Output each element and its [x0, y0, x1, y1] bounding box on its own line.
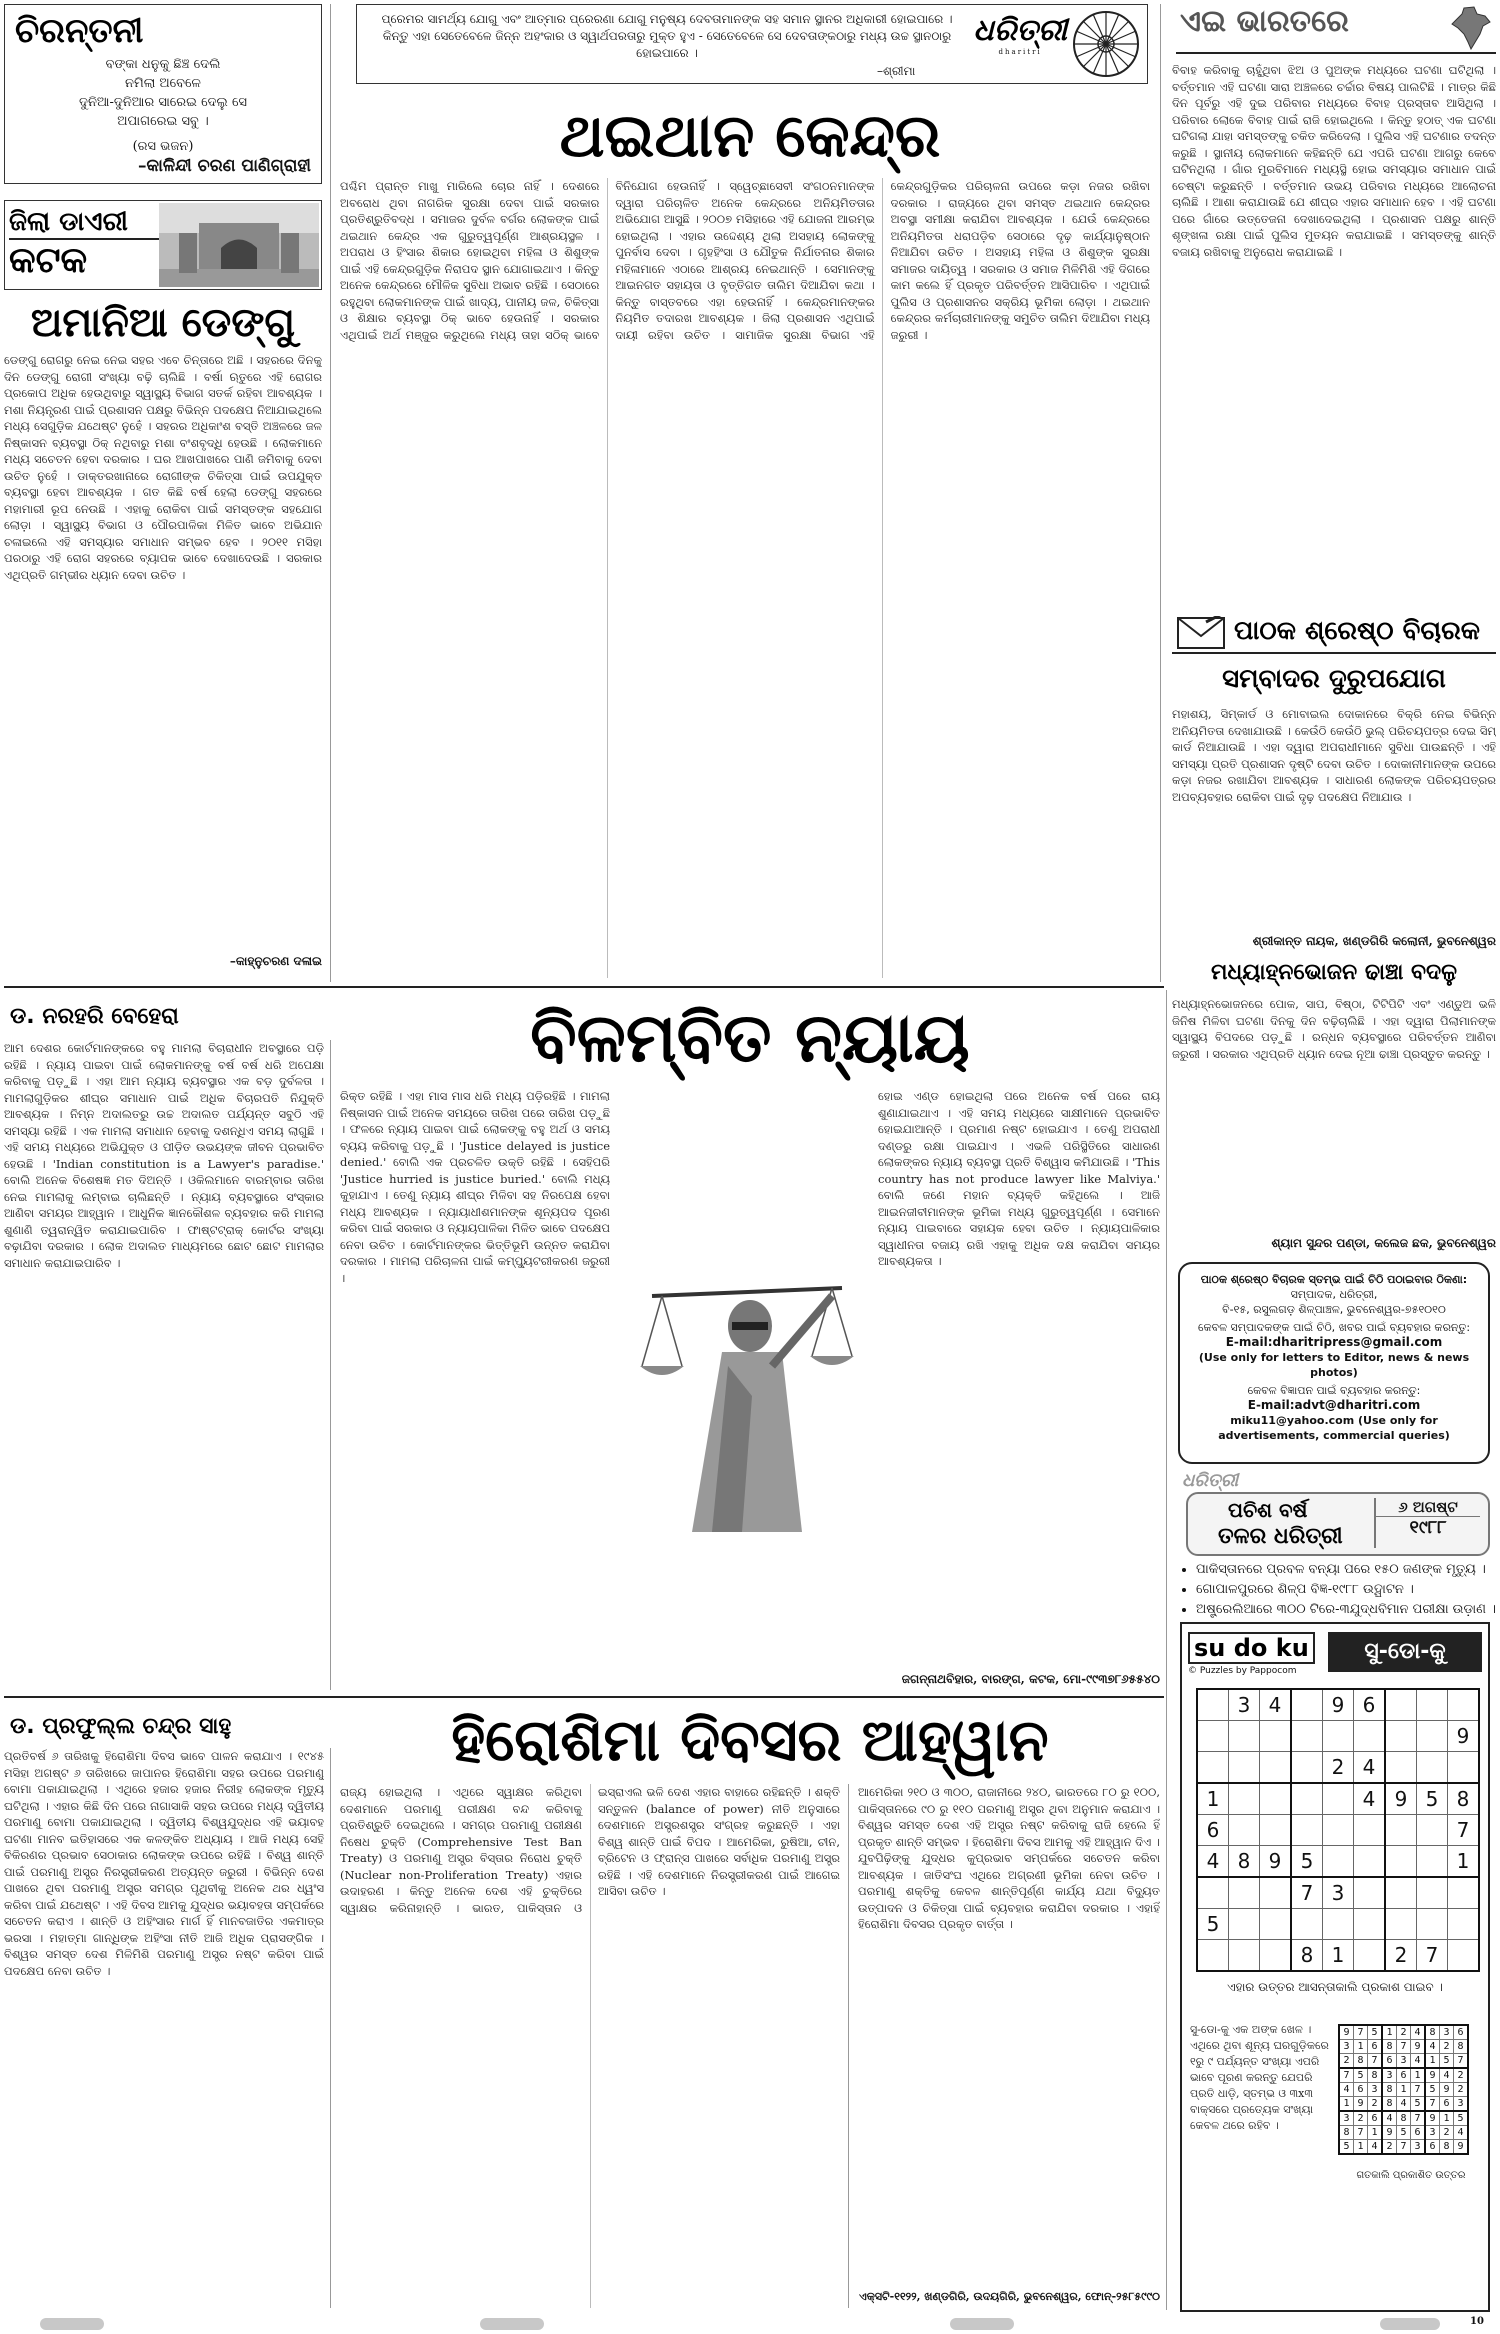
sudoku-cell [1229, 1909, 1260, 1940]
sudoku-cell [1323, 1846, 1354, 1878]
sudoku-solution-row [1339, 2025, 1468, 2040]
sudoku-solution-cell: 2 [1454, 2083, 1469, 2097]
sudoku-solution-cell: 7 [1368, 2054, 1383, 2069]
footer-bar [480, 2318, 544, 2330]
chakra-icon [1071, 9, 1141, 79]
logo [973, 13, 1067, 56]
sudoku-cell: 8 [1291, 1940, 1323, 1972]
poem-author: –କାଳିନ୍ଦୀ ଚରଣ ପାଣିଗ୍ରାହୀ [137, 156, 311, 176]
article-hiroshima-title: ହିରୋଶିମା ଦିବସର ଆହ୍ୱାନ [451, 1706, 1049, 1774]
sudoku-solution-cell: 1 [1440, 2111, 1454, 2126]
contact-org: ସମ୍ପାଦକ, ଧରିତ୍ରୀ, [1290, 1288, 1378, 1301]
sudoku-cell [1197, 1721, 1229, 1752]
letter1-body: ମହାଶୟ, ସିମ୍କାର୍ଡ ଓ ମୋବାଇଲ ଦୋକାନରେ ବିକ୍ରି ନେଇ ବିଭିନ୍ନ ଅନିୟମିତତା ଦେଖାଯାଉଛି । କେଉଁଠି କେଉଁଠି ଭୁଲ୍ ପରିଚୟପତ୍ର ଦେଇ ସିମ୍ କାର୍ଡ ନିଆଯାଉଛି । ଏହା ଦ୍ୱାରା ଅପରାଧୀମାନେ ସୁବିଧା ପାଉଛନ୍ତି । ଏହି ସମସ୍ୟା ପ୍ରତି ପ୍ରଶାସନ ଦୃଷ୍ଟି ଦେବା ଉଚିତ । ଦୋକାନୀମାନଙ୍କ ଉପରେ କଡ଼ା ନଜର ରଖାଯିବା ଆବଶ୍ୟକ । ସାଧାରଣ ଲୋକଙ୍କ ପରିଚୟପତ୍ରର ଅପବ୍ୟବହାର ରୋକିବା ପାଇଁ ଦୃଢ଼ ପଦକ୍ଷେପ ନିଆଯାଉ । [1172, 707, 1496, 804]
archive-text2: ତଳର ଧରିତ୍ରୀ [1218, 1524, 1343, 1549]
sudoku-solution-cell: 1 [1382, 2025, 1397, 2040]
sudoku-solution-row [1339, 2140, 1468, 2155]
archive-text1: ପଚିଶ ବର୍ଷ [1228, 1498, 1308, 1522]
contact-email1-note: (Use only for letters to Editor, news & news photos) [1198, 1351, 1470, 1379]
letter1-title: ସମ୍ବାଦର ଦୁରୁପଯୋଗ [1222, 664, 1446, 694]
sudoku-row [1197, 1877, 1479, 1909]
article-hiroshima-body3: ଆମେରିକା ୨୧୦ ଓ ୩୦୦, ରାଜାନୀରେ ୨୪୦, ଭାରତରେ ୮୦ ରୁ ୧୦୦, ପାକିସ୍ତାନରେ ୯୦ ରୁ ୧୧୦ ପରମାଣୁ ଅସ୍ତ୍ର ଥିବା ଅନୁମାନ କରାଯାଏ । ବିଶ୍ୱର ସମସ୍ତ ଦେଶ ଏହି ଅସ୍ତ୍ର ନଷ୍ଟ କରିବାକୁ ରାଜି ହେଲେ ହିଁ ପ୍ରକୃତ ଶାନ୍ତି ସମ୍ଭବ । ହିରୋଶିମା ଦିବସ ଆମକୁ ଏହି ଆହ୍ୱାନ ଦିଏ । ଯୁବପିଢ଼ିଙ୍କୁ ଯୁଦ୍ଧର କୁପ୍ରଭାବ ସମ୍ପର୍କରେ ସଚେତନ କରିବା ଆବଶ୍ୟକ । ଜାତିସଂଘ ଏଥିରେ ଅଗ୍ରଣୀ ଭୂମିକା ନେବା ଉଚିତ । ପରମାଣୁ ଶକ୍ତିକୁ କେବଳ ଶାନ୍ତିପୂର୍ଣ୍ଣ କାର୍ଯ୍ୟ ଯଥା ବିଦ୍ୟୁତ ଉତ୍ପାଦନ ଓ ଚିକିତ୍ସା ପାଇଁ ବ୍ୟବହାର କରାଯିବା ଦରକାର । ଏହାହିଁ ହିରୋଶିମା ଦିବସର ପ୍ରକୃତ ବାର୍ତ୍ତା । [858, 1785, 1160, 1931]
sudoku-cell [1448, 1752, 1480, 1784]
sudoku-solution-cell: 8 [1382, 2040, 1397, 2054]
sudoku-cell: 1 [1197, 1783, 1229, 1815]
sudoku-solution-cell: 7 [1411, 2111, 1426, 2126]
sudoku-cell [1417, 1752, 1448, 1784]
sudoku-cell [1260, 1877, 1292, 1909]
sudoku-cell [1354, 1940, 1386, 1972]
sudoku-solution-row [1339, 2111, 1468, 2126]
sudoku-solution-cell: 3 [1425, 2126, 1440, 2140]
sudoku-solution-cell: 5 [1454, 2111, 1469, 2126]
sudoku-row [1197, 1689, 1479, 1721]
sudoku-solution-cell: 4 [1425, 2040, 1440, 2054]
archive-list [1176, 1560, 1496, 1620]
sudoku-instructions: ସୁ-ଡୋ-କୁ ଏକ ଅଙ୍କ ଖେଳ । ଏଥିରେ ଥିବା ଶୂନ୍ୟ ଘରଗୁଡ଼ିକରେ ୧ରୁ ୯ ପର୍ଯ୍ୟନ୍ତ ସଂଖ୍ୟା ଏପରି ଭାବେ ପୂରଣ କରନ୍ତୁ ଯେପରି ପ୍ରତି ଧାଡ଼ି, ସ୍ତମ୍ଭ ଓ ୩x୩ ବାକ୍ସରେ ପ୍ରତ୍ୟେକ ସଂଖ୍ୟା କେବଳ ଥରେ ରହିବ । [1190, 2023, 1329, 2132]
sudoku-cell [1323, 1909, 1354, 1940]
sudoku-solution-cell: 5 [1440, 2054, 1454, 2069]
contact-title: ପାଠକ ଶ୍ରେଷ୍ଠ ବିଚାରକ ସ୍ତମ୍ଭ ପାଇଁ ଚିଠି ପଠାଇବାର ଠିକଣା: [1200, 1273, 1468, 1286]
poem-line: ବଙ୍କା ଧନୁକୁ ଛିଞ୍ଚ ଦେଲି [105, 57, 221, 72]
poem-title: ଚିରନ୍ତନୀ [15, 11, 144, 51]
sudoku-solution-cell: 9 [1425, 2111, 1440, 2126]
letter2-signature: ଶ୍ୟାମ ସୁନ୍ଦର ପଣ୍ଡା, କଲେଜ ଛକ, ଭୁବନେଶ୍ୱର [1271, 1236, 1496, 1250]
logo-sub: dharitri [998, 48, 1042, 56]
sudoku-solution-cell: 6 [1382, 2054, 1397, 2069]
sudoku-cell [1229, 1877, 1260, 1909]
sudoku-cell [1229, 1752, 1260, 1784]
contact-addr: ବି-୧୫, ରସୁଲଗଡ଼ ଶିଳ୍ପାଞ୍ଚଳ, ଭୁବନେଶ୍ୱର-୭୫୧୦୧୦ [1222, 1303, 1446, 1316]
sudoku-cell [1229, 1815, 1260, 1846]
sudoku-solution-row [1339, 2097, 1468, 2112]
sudoku-solution-cell: 2 [1368, 2097, 1383, 2112]
sudoku-cell: 8 [1448, 1783, 1480, 1815]
article-thaithana-title: ଥଇଥାନ କେନ୍ଦ୍ର [559, 101, 941, 171]
sudoku-cell [1417, 1689, 1448, 1721]
sudoku-cell [1291, 1909, 1323, 1940]
sudoku-cell [1229, 1721, 1260, 1752]
sudoku-solution-cell: 2 [1382, 2140, 1397, 2155]
sudoku-solution-cell: 8 [1339, 2126, 1354, 2140]
sudoku-cell [1291, 1721, 1323, 1752]
sudoku-cell [1385, 1721, 1417, 1752]
district-diary [4, 200, 322, 290]
sudoku-solution-cell: 9 [1454, 2140, 1469, 2155]
article-amaniya [4, 300, 322, 982]
sudoku-solution-cell: 4 [1454, 2126, 1469, 2140]
article-bilambita-title: ବିଳମ୍ବିତ ନ୍ୟାୟ [530, 999, 970, 1078]
sudoku-solution-cell: 6 [1368, 2040, 1383, 2054]
sudoku-solution-cell: 7 [1411, 2083, 1426, 2097]
sudoku-credit: © Puzzles by Pappocom [1188, 1666, 1297, 1676]
sudoku-solution-cell: 5 [1354, 2068, 1368, 2083]
article-bilambita-body1: ଆମ ଦେଶର କୋର୍ଟମାନଙ୍କରେ ବହୁ ମାମଲା ବିଚାରାଧୀନ ଅବସ୍ଥାରେ ପଡ଼ି ରହିଛି । ନ୍ୟାୟ ପାଇବା ପାଇଁ ଲୋକମାନଙ୍କୁ ବର୍ଷ ବର୍ଷ ଧରି ଅପେକ୍ଷା କରିବାକୁ ପଡ଼ୁଛି । ଏହା ଆମ ନ୍ୟାୟ ବ୍ୟବସ୍ଥାର ଏକ ବଡ଼ ଦୁର୍ବଳତା । ମାମଲାଗୁଡ଼ିକର ଶୀଘ୍ର ସମାଧାନ ପାଇଁ ଅଧିକ ବିଚାରପତି ନିଯୁକ୍ତି ଆବଶ୍ୟକ । ନିମ୍ନ ଅଦାଲତରୁ ଉଚ୍ଚ ଅଦାଲତ ପର୍ଯ୍ୟନ୍ତ ସବୁଠି ଏହି ସମସ୍ୟା ରହିଛି । ଏକ ମାମଲା ସମାଧାନ ହେବାକୁ ଦଶନ୍ଧିଏ ସମୟ ଲାଗୁଛି । ଏହି ସମୟ ମଧ୍ୟରେ ଅଭିଯୁକ୍ତ ଓ ପୀଡ଼ିତ ଉଭୟଙ୍କ ଜୀବନ ପ୍ରଭାବିତ ହେଉଛି । 'Indian constitution is a Lawyer's paradise.' ବୋଲି ଅନେକ ବିଶେଷଜ୍ଞ ମତ ଦିଅନ୍ତି । ଓକିଲମାନେ ବାରମ୍ବାର ତାରିଖ ନେଇ ମାମଲାକୁ ଲମ୍ବାଇ ଚାଲିଛନ୍ତି । ନ୍ୟାୟ ବ୍ୟବସ୍ଥାରେ ସଂସ୍କାର ଆଣିବା ସମୟର ଆହ୍ୱାନ । ଆଧୁନିକ ଜ୍ଞାନକୌଶଳ ବ୍ୟବହାର କରି ମାମଲା ଶୁଣାଣି ତ୍ୱରାନ୍ୱିତ କରାଯାଇପାରିବ । ଫାଷ୍ଟଟ୍ରାକ୍ କୋର୍ଟର ସଂଖ୍ୟା ବଢ଼ାଯିବା ଦରକାର । ଲୋକ ଅଦାଲତ ମାଧ୍ୟମରେ ଛୋଟ ଛୋଟ ମାମଲାର ସମାଧାନ କରାଯାଇପାରିବ । [4, 1041, 324, 1270]
sudoku-cell [1385, 1752, 1417, 1784]
sudoku-solution-cell: 7 [1425, 2097, 1440, 2112]
letters-banner-text: ପାଠକ ଶ୍ରେଷ୍ଠ ବିଚାରକ [1234, 616, 1481, 646]
sudoku-cell [1260, 1815, 1292, 1846]
district-diary-label1: ଜିଲା ଡାଏରୀ [9, 207, 159, 240]
sudoku-solution-table [1338, 2024, 1469, 2155]
sudoku-solution-row [1339, 2054, 1468, 2069]
sudoku-solution-cell: 1 [1354, 2140, 1368, 2155]
sudoku-solution-cell: 6 [1425, 2140, 1440, 2155]
sudoku-solution-cell: 8 [1397, 2111, 1411, 2126]
archive-item: • ଅଷ୍ଟ୍ରେଲିଆରେ ୩୦୦ ଟିରେ-୩ଯୁଦ୍ଧବିମାନ ପରୀକ୍ଷା ଉଡ଼ାଣ । [1196, 1600, 1496, 1620]
sudoku-cell [1354, 1846, 1386, 1878]
sudoku-solution-cell: 2 [1397, 2025, 1411, 2040]
sudoku-cell [1291, 1752, 1323, 1784]
article-amaniya-author: –କାହ୍ନୁଚରଣ ଦଳାଇ [229, 954, 322, 968]
contact-email2: E-mail:advt@dharitri.com [1247, 1398, 1421, 1412]
sudoku-solution-cell: 2 [1339, 2054, 1354, 2069]
footer-bar [950, 2318, 1014, 2330]
quote-author: –ଶ୍ରୀମା [877, 64, 916, 78]
contact-note2: କେବଳ ବିଜ୍ଞାପନ ପାଇଁ ବ୍ୟବହାର କରନ୍ତୁ: [1247, 1384, 1421, 1397]
sudoku-solution-cell: 8 [1368, 2068, 1383, 2083]
sudoku-solution-cell: 3 [1411, 2140, 1426, 2155]
sudoku-row [1197, 1815, 1479, 1846]
justice-statue-image [632, 1256, 862, 1532]
poem-box [4, 4, 322, 184]
sudoku-solution-cell: 1 [1354, 2040, 1368, 2054]
sudoku-solution-cell: 4 [1411, 2054, 1426, 2069]
sudoku-solution-cell: 7 [1354, 2126, 1368, 2140]
sudoku-cell [1260, 1940, 1292, 1972]
ajibhaaratare-title: ଏଇ ଭାରତରେ [1180, 4, 1349, 39]
sudoku-cell [1417, 1721, 1448, 1752]
sudoku-solution-cell: 6 [1368, 2111, 1383, 2126]
article-bilambita-body2: ରିକ୍ତ ରହିଛି । ଏହା ମାସ ମାସ ଧରି ମଧ୍ୟ ପଡ଼ିରହିଛି । ମାମଲା ନିଷ୍କାସନ ପାଇଁ ଅନେକ ସମୟରେ ତାରିଖ ପରେ ତାରିଖ ପଡ଼ୁଛି । ଫଳରେ ନ୍ୟାୟ ପାଇବା ପାଇଁ ଲୋକଙ୍କୁ ବହୁ ଅର୍ଥ ଓ ସମୟ ବ୍ୟୟ କରିବାକୁ ପଡ଼ୁଛି । 'Justice delayed is justice denied.' ବୋଲି ଏକ ପ୍ରଚଳିତ ଉକ୍ତି ରହିଛି । ସେହିପରି 'Justice hurried is justice buried.' ବୋଲି ମଧ୍ୟ କୁହାଯାଏ । ତେଣୁ ନ୍ୟାୟ ଶୀଘ୍ର ମିଳିବା ସହ ନିରପେକ୍ଷ ହେବା ମଧ୍ୟ ଆବଶ୍ୟକ । ନ୍ୟାୟାଧୀଶମାନଙ୍କ ଶୂନ୍ୟପଦ ପୂରଣ କରିବା ପାଇଁ ସରକାର ଓ ନ୍ୟାୟପାଳିକା ମିଳିତ ଭାବେ ପଦକ୍ଷେପ ନେବା ଉଚିତ । କୋର୍ଟମାନଙ୍କର ଭିତ୍ତିଭୂମି ଉନ୍ନତ କରାଯିବା ଦରକାର । ମାମଲା ପରିଚାଳନା ପାଇଁ କମ୍ପ୍ୟୁଟରୀକରଣ ଜରୁରୀ । [340, 1089, 610, 1285]
archive-item: • ଗୋପାଳପୁରରେ ଶିଳ୍ପ ବିଜ୍ଞ-୧୯୮୮ ଉଦ୍ଘାଟନ । [1196, 1580, 1496, 1600]
sudoku-solution-cell: 4 [1368, 2140, 1383, 2155]
sudoku-cell [1291, 1689, 1323, 1721]
sudoku-solution-row [1339, 2126, 1468, 2140]
sudoku-solution-cell: 5 [1411, 2097, 1426, 2112]
contact-email3-note: advertisements, commercial queries) [1218, 1429, 1450, 1442]
sudoku-solution-cell: 9 [1440, 2083, 1454, 2097]
sudoku-cell [1323, 1721, 1354, 1752]
sudoku-cell: 7 [1291, 1877, 1323, 1909]
sudoku-solution-cell: 1 [1339, 2097, 1354, 2112]
sudoku-solution [1338, 2024, 1469, 2155]
sudoku-answer-note: ଏହାର ଉତ୍ତର ଆସନ୍ତାକାଲି ପ୍ରକାଶ ପାଇବ । [1227, 1980, 1443, 1994]
archive-date-box [1374, 1498, 1480, 1548]
sudoku-table [1196, 1688, 1480, 1972]
sudoku-cell: 6 [1354, 1689, 1386, 1721]
letter1-signature: ଶ୍ରୀକାନ୍ତ ନାୟକ, ଖଣ୍ଡଗିରି କଲୋନୀ, ଭୁବନେଶ୍ୱର [1252, 934, 1496, 948]
sudoku-cell: 9 [1385, 1783, 1417, 1815]
ajibhaaratare-header [1176, 4, 1496, 54]
sudoku-cell [1197, 1752, 1229, 1784]
archive-badge [1186, 1492, 1490, 1556]
sudoku-solution-cell: 3 [1454, 2097, 1469, 2112]
sudoku-cell [1385, 1877, 1417, 1909]
contact-email1: E-mail:dharitripress@gmail.com [1225, 1335, 1443, 1349]
article-hiroshima-author: ଡ. ପ୍ରଫୁଲ୍ଲ ଚନ୍ଦ୍ର ସାହୁ [10, 1714, 232, 1739]
sudoku-cell: 5 [1291, 1846, 1323, 1878]
sudoku-cell [1354, 1909, 1386, 1940]
sudoku-cell [1417, 1815, 1448, 1846]
sudoku-cell: 4 [1354, 1752, 1386, 1784]
sudoku-solution-cell: 3 [1382, 2068, 1397, 2083]
archive-item: • ପାକିସ୍ତାନରେ ପ୍ରବଳ ବନ୍ୟା ପରେ ୧୫୦ ଜଣଙ୍କ ମୃତ୍ୟୁ । [1196, 1560, 1496, 1580]
quote-box [356, 4, 1148, 84]
sudoku-solution-cell: 6 [1411, 2126, 1426, 2140]
sudoku-cell [1197, 1877, 1229, 1909]
sudoku-cell: 9 [1260, 1846, 1292, 1878]
article-amaniya-body: ଡେଙ୍ଗୁ ରୋଗରୁ ନେଇ ନେଇ ସହର ଏବେ ଚିନ୍ତାରେ ଅଛି । ସହରରେ ଦିନକୁ ଦିନ ଡେଙ୍ଗୁ ରୋଗୀ ସଂଖ୍ୟା ବଢ଼ି ଚାଲିଛି । ବର୍ଷା ଋତୁରେ ଏହି ରୋଗର ପ୍ରକୋପ ଅଧିକ ହେଉଥିବାରୁ ସ୍ୱାସ୍ଥ୍ୟ ବିଭାଗ ସତର୍କ ରହିବା ଆବଶ୍ୟକ । ମଶା ନିୟନ୍ତ୍ରଣ ପାଇଁ ପ୍ରଶାସନ ପକ୍ଷରୁ ବିଭିନ୍ନ ପଦକ୍ଷେପ ନିଆଯାଇଥିଲେ ମଧ୍ୟ ସେଗୁଡ଼ିକ ଯଥେଷ୍ଟ ନୁହେଁ । ସହରର ଅଧିକାଂଶ ବସ୍ତି ଅଞ୍ଚଳରେ ଜଳ ନିଷ୍କାସନ ବ୍ୟବସ୍ଥା ଠିକ୍ ନଥିବାରୁ ମଶା ବଂଶବୃଦ୍ଧି ହେଉଛି । ଲୋକମାନେ ମଧ୍ୟ ସଚେତନ ହେବା ଦରକାର । ଘର ଆଖପାଖରେ ପାଣି ଜମିବାକୁ ଦେବା ଉଚିତ ନୁହେଁ । ଡାକ୍ତରଖାନାରେ ରୋଗୀଙ୍କ ଚିକିତ୍ସା ପାଇଁ ଉପଯୁକ୍ତ ବ୍ୟବସ୍ଥା ହେବା ଆବଶ୍ୟକ । ଗତ କିଛି ବର୍ଷ ହେଲା ଡେଙ୍ଗୁ ସହରରେ ମହାମାରୀ ରୂପ ନେଉଛି । ଏହାକୁ ରୋକିବା ପାଇଁ ସମସ୍ତଙ୍କ ସହଯୋଗ ଲୋଡ଼ା । ସ୍ୱାସ୍ଥ୍ୟ ବିଭାଗ ଓ ପୌରପାଳିକା ମିଳିତ ଭାବେ ଅଭିଯାନ ଚଳାଇଲେ ଏହି ସମସ୍ୟାର ସମାଧାନ ସମ୍ଭବ ହେବ । ୨୦୧୧ ମସିହା ପରଠାରୁ ଏହି ରୋଗ ସହରରେ ବ୍ୟାପକ ଭାବେ ଦେଖାଦେଉଛି । ସରକାର ଏଥିପ୍ରତି ଗମ୍ଭୀର ଧ୍ୟାନ ଦେବା ଉଚିତ । [4, 353, 322, 582]
sudoku-cell [1448, 1909, 1480, 1940]
fort-gate-photo [159, 203, 319, 287]
letter2-title: ମଧ୍ୟାହ୍ନଭୋଜନ ଢାଞ୍ଚା ବଦଳୁ [1210, 960, 1458, 985]
sudoku-cell: 1 [1448, 1846, 1480, 1878]
ajibhaaratare-body: ବିବାହ କରିବାକୁ ଚାହୁଁଥିବା ଝିଅ ଓ ପୁଅଙ୍କ ମଧ୍ୟରେ ଘଟଣା ଘଟିଥିଲା । ବର୍ତ୍ତମାନ ଏହି ଘଟଣା ସାରା ଅଞ୍ଚଳରେ ଚର୍ଚ୍ଚାର ବିଷୟ ପାଲଟିଛି । ମାତ୍ର କିଛି ଦିନ ପୂର୍ବରୁ ଏହି ଦୁଇ ପରିବାର ମଧ୍ୟରେ ବିବାହ ପ୍ରସ୍ତାବ ଆସିଥିଲା । ପରିବାର ଲୋକେ ବିବାହ ପାଇଁ ରାଜି ହୋଇଥିଲେ । କିନ୍ତୁ ହଠାତ୍ ଏକ ଘଟଣା ଘଟିଗଲା ଯାହା ସମସ୍ତଙ୍କୁ ଚକିତ କରିଦେଲା । ପୁଲିସ ଏହି ଘଟଣାର ତଦନ୍ତ କରୁଛି । ସ୍ଥାନୀୟ ଲୋକମାନେ କହିଛନ୍ତି ଯେ ଏପରି ଘଟଣା ଆଗରୁ କେବେ ଘଟିନଥିଲା । ଗାଁର ମୁରବିମାନେ ମଧ୍ୟସ୍ଥି ହୋଇ ସମସ୍ୟାର ସମାଧାନ ପାଇଁ ଚେଷ୍ଟା କରୁଛନ୍ତି । ବର୍ତ୍ତମାନ ଉଭୟ ପରିବାର ମଧ୍ୟରେ ଆଲୋଚନା ଚାଲିଛି । ଆଶା କରାଯାଉଛି ଯେ ଶୀଘ୍ର ଏହାର ସମାଧାନ ହେବ । ଏହି ଘଟଣା ପରେ ଗାଁରେ ଉତ୍ତେଜନା ଦେଖାଦେଇଥିଲା । ପ୍ରଶାସନ ପକ୍ଷରୁ ଶାନ୍ତି ଶୃଙ୍ଖଳା ରକ୍ଷା ପାଇଁ ପୁଲିସ ମୁତୟନ କରାଯାଇଛି । ସମସ୍ତଙ୍କୁ ଶାନ୍ତି ବଜାୟ ରଖିବାକୁ ଅନୁରୋଧ କରାଯାଇଛି । [1172, 63, 1496, 259]
sudoku-cell [1448, 1877, 1480, 1909]
sudoku-solution-cell: 4 [1411, 2025, 1426, 2040]
sudoku-cell: 2 [1323, 1752, 1354, 1784]
article-bilambita-author: ଡ. ନରହରି ବେହେରା [10, 1004, 179, 1029]
sudoku-cell: 5 [1417, 1783, 1448, 1815]
poem-line: ନମିଲା ଅବେଳେ [125, 76, 201, 91]
sudoku-solution-cell: 8 [1382, 2083, 1397, 2097]
sudoku-cell [1448, 1689, 1480, 1721]
sudoku-solution-cell: 9 [1339, 2025, 1354, 2040]
poem-lines [15, 55, 311, 156]
poem-line: ଅପାଗରେଇ ସବୁ । [117, 114, 209, 129]
sudoku-brand-odia: ସୁ-ଡୋ-କୁ [1328, 1632, 1482, 1672]
sudoku-solution-cell: 4 [1382, 2111, 1397, 2126]
sudoku-cell [1291, 1783, 1323, 1815]
sudoku-solution-cell: 5 [1368, 2025, 1383, 2040]
sudoku-cell [1260, 1752, 1292, 1784]
sudoku-solution-cell: 8 [1454, 2040, 1469, 2054]
sudoku-solution-cell: 7 [1354, 2025, 1368, 2040]
sudoku-cell: 4 [1260, 1689, 1292, 1721]
archive-box [1176, 1470, 1496, 1556]
sudoku-solution-cell: 9 [1425, 2068, 1440, 2083]
district-diary-label2: କଟକ [9, 240, 88, 281]
sudoku-solution-row [1339, 2040, 1468, 2054]
sudoku-cell [1417, 1846, 1448, 1878]
sudoku-cell [1229, 1783, 1260, 1815]
sudoku-box [1180, 1622, 1490, 2312]
sudoku-solution-cell: 7 [1397, 2140, 1411, 2155]
sudoku-cell: 6 [1197, 1815, 1229, 1846]
sudoku-solution-cell: 6 [1440, 2097, 1454, 2112]
sudoku-cell [1385, 1846, 1417, 1878]
sudoku-cell [1354, 1815, 1386, 1846]
sudoku-cell [1229, 1940, 1260, 1972]
quote-text: ପ୍ରେମର ସାମର୍ଥ୍ୟ ଯୋଗୁ ଏବଂ ଆତ୍ମାର ପ୍ରେରଣା ଯୋଗୁ ମନୁଷ୍ୟ ଦେବତାମାନଙ୍କ ସହ ସମାନ ସ୍ଥାନର ଅଧିକାରୀ ହୋଇପାରେ । କିନ୍ତୁ ଏହା ସେତେବେଳେ ଜିନ୍ନ ଅହଂକାର ଓ ସ୍ୱାର୍ଥପରତାରୁ ମୁକ୍ତ ହୁଏ - ସେତେବେଳେ ସେ ଦେବତାଙ୍କଠାରୁ ମଧ୍ୟ ଉଚ୍ଚ ସ୍ଥାନଠାରୁ ହୋଇପାରେ । [381, 12, 953, 60]
archive-date2: ୧୯୮୮ [1409, 1517, 1447, 1538]
sudoku-cell: 8 [1229, 1846, 1260, 1878]
sudoku-solution-cell: 1 [1368, 2126, 1383, 2140]
sudoku-solution-cell: 9 [1354, 2097, 1368, 2112]
sudoku-solution-cell: 3 [1397, 2054, 1411, 2069]
sudoku-solution-cell: 5 [1425, 2083, 1440, 2097]
article-bilambita-body3: ହୋଇ ଏଣ୍ଡ ହୋଇଥିଲା ପରେ ଅନେକ ବର୍ଷ ପରେ ରାୟ ଶୁଣାଯାଇଥାଏ । ଏହି ସମୟ ମଧ୍ୟରେ ସାକ୍ଷୀମାନେ ପ୍ରଭାବିତ ହୋଇଯାଆନ୍ତି । ପ୍ରମାଣ ନଷ୍ଟ ହୋଇଯାଏ । ତେଣୁ ଅପରାଧୀ ଦଣ୍ଡରୁ ରକ୍ଷା ପାଇଯାଏ । ଏଭଳି ପରିସ୍ଥିତିରେ ସାଧାରଣ ଲୋକଙ୍କର ନ୍ୟାୟ ବ୍ୟବସ୍ଥା ପ୍ରତି ବିଶ୍ୱାସ କମିଯାଉଛି । 'This country has not produce lawyer like Malviya.' ବୋଲି ଜଣେ ମହାନ ବ୍ୟକ୍ତି କହିଥିଲେ । ଆଜି ଆଇନଜୀବୀମାନଙ୍କ ଭୂମିକା ମଧ୍ୟ ଗୁରୁତ୍ୱପୂର୍ଣ୍ଣ । ସେମାନେ ନ୍ୟାୟ ପାଇବାରେ ସହାୟକ ହେବା ଉଚିତ । ନ୍ୟାୟପାଳିକାର ସ୍ୱାଧୀନତା ବଜାୟ ରଖି ଏହାକୁ ଅଧିକ ଦକ୍ଷ କରାଯିବା ସମୟର ଆବଶ୍ୟକତା । [878, 1089, 1160, 1268]
sudoku-cell: 7 [1448, 1815, 1480, 1846]
sudoku-solution-cell: 3 [1440, 2025, 1454, 2040]
article-hiroshima-address: ଏକ୍ସଟି-୧୧୨୨, ଖଣ୍ଡଗିରି, ଉଦୟଗିରି, ଭୁବନେଶ୍ୱର, ଫୋନ୍-୨୫୮୫୯୯୦ [859, 2290, 1160, 2303]
sudoku-cell [1385, 1909, 1417, 1940]
sudoku-cell [1448, 1940, 1480, 1972]
sudoku-solution-cell: 2 [1440, 2126, 1454, 2140]
sudoku-solution-cell: 1 [1411, 2068, 1426, 2083]
sudoku-solution-cell: 3 [1339, 2111, 1354, 2126]
sudoku-solution-cell: 6 [1397, 2068, 1411, 2083]
sudoku-cell [1354, 1877, 1386, 1909]
footer-bar [1380, 2318, 1440, 2330]
sudoku-solution-cell: 2 [1440, 2040, 1454, 2054]
poem-source: (ରସ ଭଜନ) [132, 139, 194, 154]
sudoku-solution-cell: 3 [1368, 2083, 1383, 2097]
sudoku-cell: 4 [1354, 1783, 1386, 1815]
sudoku-cell [1197, 1940, 1229, 1972]
letters-banner [1172, 612, 1496, 654]
archive-date1: ୬ ଅଗଷ୍ଟ [1376, 1498, 1480, 1517]
letter2-body: ମଧ୍ୟାହ୍ନଭୋଜନରେ ପୋକ, ସାପ, ବିଷ୍ଠା, ଟିଟିପିଟି ଏବଂ ଏଣ୍ଡୁଅ ଭଳି ଜିନିଷ ମିଳିବା ଘଟଣା ଦିନକୁ ଦିନ ବଢ଼ିଚାଲିଛି । ଏହା ଦ୍ୱାରା ପିଲାମାନଙ୍କ ସ୍ୱାସ୍ଥ୍ୟ ବିପଦରେ ପଡ଼ୁଛି । ରନ୍ଧନ ବ୍ୟବସ୍ଥାରେ ପରିବର୍ତ୍ତନ ଆଣିବା ଜରୁରୀ । ସରକାର ଏଥିପ୍ରତି ଧ୍ୟାନ ଦେଇ ନୂଆ ଢାଞ୍ଚା ପ୍ରସ୍ତୁତ କରନ୍ତୁ । [1172, 997, 1496, 1061]
sudoku-cell [1197, 1689, 1229, 1721]
sudoku-cell: 5 [1197, 1909, 1229, 1940]
sudoku-solution-label: ଗତକାଲି ପ୍ରକାଶିତ ଉତ୍ତର [1356, 2170, 1466, 2181]
contact-box [1178, 1262, 1490, 1464]
sudoku-solution-cell: 1 [1397, 2083, 1411, 2097]
sudoku-cell [1354, 1721, 1386, 1752]
sudoku-cell [1385, 1815, 1417, 1846]
sudoku-cell: 9 [1323, 1689, 1354, 1721]
sudoku-cell [1417, 1909, 1448, 1940]
article-hiroshima-body1: ପ୍ରତିବର୍ଷ ୬ ତାରିଖକୁ ହିରୋଶିମା ଦିବସ ଭାବେ ପାଳନ କରାଯାଏ । ୧୯୪୫ ମସିହା ଅଗଷ୍ଟ ୬ ତାରିଖରେ ଜାପାନର ହିରୋଶିମା ସହର ଉପରେ ପରମାଣୁ ବୋମା ପକାଯାଇଥିଲା । ଏଥିରେ ହଜାର ହଜାର ନିରୀହ ଲୋକଙ୍କ ମୃତ୍ୟୁ ଘଟିଥିଲା । ଏହାର କିଛି ଦିନ ପରେ ନାଗାସାକି ସହର ଉପରେ ମଧ୍ୟ ଦ୍ୱିତୀୟ ପରମାଣୁ ବୋମା ପକାଯାଇଥିଲା । ଦ୍ୱିତୀୟ ବିଶ୍ୱଯୁଦ୍ଧର ଏହି ଭୟାବହ ଘଟଣା ମାନବ ଇତିହାସରେ ଏକ କଳଙ୍କିତ ଅଧ୍ୟାୟ । ଆଜି ମଧ୍ୟ ସେହି ବିକିରଣର ପ୍ରଭାବ ସେଠାକାର ଲୋକଙ୍କ ଉପରେ ରହିଛି । ବିଶ୍ୱ ଶାନ୍ତି ପାଇଁ ପରମାଣୁ ଅସ୍ତ୍ର ନିରସ୍ତ୍ରୀକରଣ ଅତ୍ୟନ୍ତ ଜରୁରୀ । ବିଭିନ୍ନ ଦେଶ ପାଖରେ ଥିବା ପରମାଣୁ ଅସ୍ତ୍ର ସମଗ୍ର ପୃଥିବୀକୁ ଅନେକ ଥର ଧ୍ୱଂସ କରିବା ପାଇଁ ଯଥେଷ୍ଟ । ଏହି ଦିବସ ଆମକୁ ଯୁଦ୍ଧର ଭୟାବହତା ସମ୍ପର୍କରେ ସଚେତନ କରାଏ । ଶାନ୍ତି ଓ ଅହିଂସାର ମାର୍ଗ ହିଁ ମାନବଜାତିର ଏକମାତ୍ର ଭରସା । ମହାତ୍ମା ଗାନ୍ଧିଙ୍କ ଅହିଂସା ନୀତି ଆଜି ଅଧିକ ପ୍ରାସଙ୍ଗିକ । ବିଶ୍ୱର ସମସ୍ତ ଦେଶ ମିଳିମିଶି ପରମାଣୁ ଅସ୍ତ୍ର ନଷ୍ଟ କରିବା ପାଇଁ ପଦକ୍ଷେପ ନେବା ଉଚିତ । [4, 1749, 324, 1978]
archive-logo: ଧରିତ୍ରୀ [1182, 1470, 1239, 1491]
district-diary-label [9, 207, 159, 282]
sudoku-cell [1291, 1815, 1323, 1846]
logo-text: ଧରିତ୍ରୀ [973, 13, 1067, 48]
sudoku-solution-cell: 7 [1339, 2068, 1354, 2083]
sudoku-solution-cell: 2 [1354, 2111, 1368, 2126]
sudoku-cell: 3 [1229, 1689, 1260, 1721]
sudoku-solution-cell: 7 [1454, 2054, 1469, 2069]
sudoku-solution-cell: 4 [1339, 2083, 1354, 2097]
sudoku-solution-cell: 2 [1454, 2068, 1469, 2083]
article-thaithana-body: ପଶ୍ଚିମ ପ୍ରାନ୍ତ ମାଖୁ ମାରିଲେ ଚୋର ନାହିଁ । ଦେଶରେ ଅବରୋଧ ଥିବା ନାଗରିକ ସୁରକ୍ଷା ଦେବା ପାଇଁ ସରକାର ପ୍ରତିଶ୍ରୁତିବଦ୍ଧ । ସମାଜର ଦୁର୍ବଳ ବର୍ଗର ଲୋକଙ୍କ ପାଇଁ ଥଇଥାନ କେନ୍ଦ୍ର ଏକ ଗୁରୁତ୍ୱପୂର୍ଣ୍ଣ ଆଶ୍ରୟସ୍ଥଳ । ଅପରାଧ ଓ ହିଂସାର ଶିକାର ହୋଇଥିବା ମହିଳା ଓ ଶିଶୁଙ୍କ ପାଇଁ ଏହି କେନ୍ଦ୍ରଗୁଡ଼ିକ ନିରାପଦ ସ୍ଥାନ ଯୋଗାଇଥାଏ । କିନ୍ତୁ ଅନେକ କେନ୍ଦ୍ରରେ ମୌଳିକ ସୁବିଧା ଅଭାବ ରହିଛି । ସେଠାରେ ରହୁଥିବା ଲୋକମାନଙ୍କ ପାଇଁ ଖାଦ୍ୟ, ପାନୀୟ ଜଳ, ଚିକିତ୍ସା ଓ ଶିକ୍ଷାର ବ୍ୟବସ୍ଥା ଠିକ୍ ଭାବେ ହେଉନାହିଁ । ସରକାର ଏଥିପାଇଁ ଅର୍ଥ ମଞ୍ଜୁର କରୁଥିଲେ ମଧ୍ୟ ତାହା ସଠିକ୍ ଭାବେ ବିନିଯୋଗ ହେଉନାହିଁ । ସ୍ୱେଚ୍ଛାସେବୀ ସଂଗଠନମାନଙ୍କ ଦ୍ୱାରା ପରିଚାଳିତ ଅନେକ କେନ୍ଦ୍ରରେ ଅନିୟମିତତାର ଅଭିଯୋଗ ଆସୁଛି । ୨୦୦୭ ମସିହାରେ ଏହି ଯୋଜନା ଆରମ୍ଭ ହୋଇଥିଲା । ଏହାର ଉଦ୍ଦେଶ୍ୟ ଥିଲା ଅସହାୟ ଲୋକଙ୍କୁ ପୁନର୍ବାସ ଦେବା । ଗୃହହିଂସା ଓ ଯୌତୁକ ନିର୍ଯାତନାର ଶିକାର ମହିଳାମାନେ ଏଠାରେ ଆଶ୍ରୟ ନେଇଥାନ୍ତି । ସେମାନଙ୍କୁ ଆଇନଗତ ସହାୟତା ଓ ବୃତ୍ତିଗତ ତାଲିମ ଦିଆଯିବା କଥା । କିନ୍ତୁ ବାସ୍ତବରେ ଏହା ହେଉନାହିଁ । କେନ୍ଦ୍ରମାନଙ୍କର ନିୟମିତ ତଦାରଖ ଆବଶ୍ୟକ । ଜିଲା ପ୍ରଶାସନ ଏଥିପାଇଁ ଦାୟୀ ରହିବା ଉଚିତ । ସାମାଜିକ ସୁରକ୍ଷା ବିଭାଗ ଏହି କେନ୍ଦ୍ରଗୁଡ଼ିକର ପରିଚାଳନା ଉପରେ କଡ଼ା ନଜର ରଖିବା ଦରକାର । ରାଜ୍ୟରେ ଥିବା ସମସ୍ତ ଥଇଥାନ କେନ୍ଦ୍ରର ଅବସ୍ଥା ସମୀକ୍ଷା କରାଯିବା ଆବଶ୍ୟକ । ଯେଉଁ କେନ୍ଦ୍ରରେ ଅନିୟମିତତା ଧରାପଡ଼ିବ ସେଠାରେ ଦୃଢ଼ କାର୍ଯ୍ୟାନୁଷ୍ଠାନ ନିଆଯିବା ଉଚିତ । ଅସହାୟ ମହିଳା ଓ ଶିଶୁଙ୍କ ସୁରକ୍ଷା ସମାଜର ଦାୟିତ୍ୱ । ସରକାର ଓ ସମାଜ ମିଳିମିଶି ଏହି ଦିଗରେ କାମ କଲେ ହିଁ ପ୍ରକୃତ ପରିବର୍ତ୍ତନ ଆସିପାରିବ । ଏଥିପାଇଁ ପୁଲିସ ଓ ପ୍ରଶାସନର ସକ୍ରିୟ ଭୂମିକା ଲୋଡ଼ା । ଥଇଥାନ କେନ୍ଦ୍ରର କର୍ମଚାରୀମାନଙ୍କୁ ସମୁଚିତ ତାଲିମ ଦିଆଯିବା ମଧ୍ୟ ଜରୁରୀ । [340, 179, 1150, 342]
sudoku-cell [1260, 1721, 1292, 1752]
sudoku-header [1188, 1632, 1484, 1680]
sudoku-solution-row [1339, 2083, 1468, 2097]
sudoku-solution-cell: 1 [1425, 2054, 1440, 2069]
page-number: 10 [1470, 2316, 1484, 2327]
sudoku-cell [1385, 1689, 1417, 1721]
envelope-icon [1176, 616, 1226, 650]
sudoku-cell [1417, 1877, 1448, 1909]
sudoku-row [1197, 1909, 1479, 1940]
sudoku-cell: 7 [1417, 1940, 1448, 1972]
sudoku-solution-cell: 8 [1440, 2140, 1454, 2155]
sudoku-cell [1323, 1815, 1354, 1846]
sudoku-row [1197, 1783, 1479, 1815]
sudoku-solution-cell: 6 [1354, 2083, 1368, 2097]
sudoku-solution-cell: 4 [1397, 2097, 1411, 2112]
sudoku-brand: su do ku [1188, 1632, 1315, 1664]
poem-line: ଦୁନିଆ-ଦୁନିଆର ସାରେଇ ଦେଲୁ ସେ [79, 95, 247, 110]
footer-bar [40, 2318, 104, 2330]
sudoku-solution-cell: 5 [1339, 2140, 1354, 2155]
sudoku-solution-cell: 9 [1411, 2040, 1426, 2054]
article-bilambita-address: ଜଗନ୍ନାଥବିହାର, ବାରଙ୍ଗ, କଟକ, ମୋ-୯୯୩୭୮୬୫୫୪୦ [901, 1672, 1160, 1686]
sudoku-cell [1260, 1783, 1292, 1815]
sudoku-solution-cell: 9 [1382, 2126, 1397, 2140]
india-map-icon [1450, 6, 1492, 50]
sudoku-cell [1260, 1909, 1292, 1940]
sudoku-solution-cell: 5 [1397, 2126, 1411, 2140]
sudoku-solution-cell: 8 [1382, 2097, 1397, 2112]
sudoku-solution-cell: 4 [1440, 2068, 1454, 2083]
sudoku-cell: 4 [1197, 1846, 1229, 1878]
sudoku-cell: 9 [1448, 1721, 1480, 1752]
sudoku-solution-row [1339, 2068, 1468, 2083]
sudoku-solution-cell: 3 [1339, 2040, 1354, 2054]
sudoku-cell: 1 [1323, 1940, 1354, 1972]
sudoku-row [1197, 1846, 1479, 1878]
sudoku-solution-cell: 7 [1397, 2040, 1411, 2054]
sudoku-solution-cell: 6 [1454, 2025, 1469, 2040]
article-amaniya-title: ଅମାନିଆ ଡେଙ୍ଗୁ [30, 300, 296, 346]
sudoku-row [1197, 1752, 1479, 1784]
article-hiroshima-body2: ରାଜ୍ୟ ହୋଇଥିଲା । ଏଥିରେ ସ୍ୱାକ୍ଷର କରିଥିବା ଦେଶମାନେ ପରମାଣୁ ପରୀକ୍ଷଣ ବନ୍ଦ କରିବାକୁ ପ୍ରତିଶ୍ରୁତି ଦେଇଥିଲେ । ସମଗ୍ର ପରମାଣୁ ପରୀକ୍ଷଣ ନିଷେଧ ଚୁକ୍ତି (Comprehensive Test Ban Treaty) ଓ ପରମାଣୁ ଅସ୍ତ୍ର ବିସ୍ତାର ନିରୋଧ ଚୁକ୍ତି (Nuclear non-Proliferation Treaty) ଏହାର ଉଦାହରଣ । କିନ୍ତୁ ଅନେକ ଦେଶ ଏହି ଚୁକ୍ତିରେ ସ୍ୱାକ୍ଷର କରିନାହାନ୍ତି । ଭାରତ, ପାକିସ୍ତାନ ଓ ଇସ୍ରାଏଲ ଭଳି ଦେଶ ଏହାର ବାହାରେ ରହିଛନ୍ତି । ଶକ୍ତି ସନ୍ତୁଳନ (balance of power) ନୀତି ଅନୁସାରେ ଦେଶମାନେ ଅସ୍ତ୍ରଶସ୍ତ୍ର ସଂଗ୍ରହ କରୁଛନ୍ତି । ଏହା ବିଶ୍ୱ ଶାନ୍ତି ପାଇଁ ବିପଦ । ଆମେରିକା, ରୁଷିଆ, ଚୀନ, ବ୍ରିଟେନ ଓ ଫ୍ରାନ୍ସ ପାଖରେ ସର୍ବାଧିକ ପରମାଣୁ ଅସ୍ତ୍ର ରହିଛି । ଏହି ଦେଶମାନେ ନିରସ୍ତ୍ରୀକରଣ ପାଇଁ ଆଗେଇ ଆସିବା ଉଚିତ । [340, 1785, 840, 1915]
sudoku-row [1197, 1721, 1479, 1752]
sudoku-grid [1196, 1688, 1480, 1972]
contact-note1: କେବଳ ସମ୍ପାଦକଙ୍କ ପାଇଁ ଚିଠି, ଖବର ପାଇଁ ବ୍ୟବହାର କରନ୍ତୁ: [1197, 1321, 1471, 1334]
sudoku-solution-cell: 8 [1425, 2025, 1440, 2040]
sudoku-cell [1323, 1783, 1354, 1815]
sudoku-cell: 3 [1323, 1877, 1354, 1909]
sudoku-solution-cell: 8 [1354, 2054, 1368, 2069]
sudoku-row [1197, 1940, 1479, 1972]
sudoku-cell: 2 [1385, 1940, 1417, 1972]
contact-email3: miku11@yahoo.com (Use only for [1230, 1414, 1438, 1427]
